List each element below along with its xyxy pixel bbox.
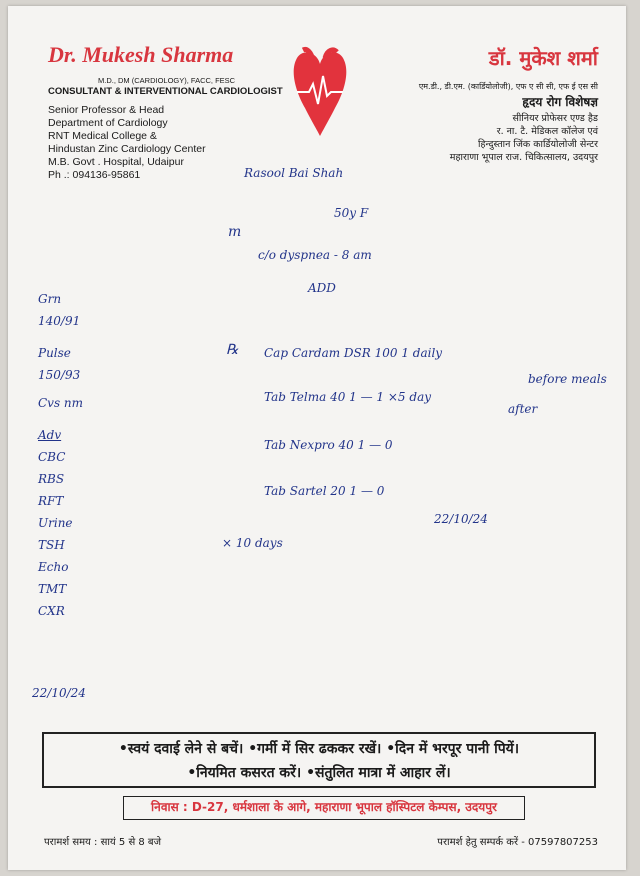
med-note-after: after [508,402,538,416]
chief-complaint: c/o dyspnea - 8 am [258,248,372,262]
doctor-title: CONSULTANT & INTERVENTIONAL CARDIOLOGIST [48,86,283,97]
medication-3: Tab Nexpro 40 1 — 0 [264,438,393,452]
medication-2: Tab Telma 40 1 — 1 ×5 day [264,390,431,404]
mark-m: m [228,224,242,240]
advice-notice: •स्वयं दवाई लेने से बचें। •गर्मी में सिर ढककर रखें। •दिन में भरपूर पानी पियें। •नियमित कसरत करें। •संतुलित मात्रा में आहार लें। [42,732,596,788]
residence-address: निवास : D-27, धर्मशाला के आगे, महाराणा भूपाल हॉस्पिटल केम्पस, उदयपुर [123,796,525,820]
contact-number: परामर्श हेतु सम्पर्क करें - 07597807253 [437,837,598,848]
doctor-sign-date: 22/10/24 [434,512,488,526]
duration: × 10 days [222,536,283,550]
patient-name: Rasool Bai Shah [244,166,344,180]
medication-1: Cap Cardam DSR 100 1 daily [264,346,443,360]
med-note-before-meals: before meals [528,372,607,386]
sign-date-left: 22/10/24 [32,686,86,700]
doctor-title-hindi: हृदय रोग विशेषज्ञ [522,95,598,109]
doctor-affiliation-hindi: सीनियर प्रोफेसर एण्ड हैड र. ना. टै. मेडिकल कॉलेज एवं हिन्दुस्तान जिंक कार्डियोलोजी सेन्टर महाराणा भूपाल राज. चिकित्सालय, उदयपुर [449,113,598,163]
clinical-notes: Grn 140/91 Pulse 150/93 Cvs nm Adv CBC RBS RFT Urine TSH Echo TMT CXR [38,292,84,618]
doctor-degrees: M.D., DM (CARDIOLOGY), FACC, FESC [98,76,236,85]
doctor-affiliation: Senior Professor & Head Department of Cardiology RNT Medical College & Hindustan Zinc Cardiology Center M.B. Govt . Hospital, Udaipur Ph .: 094136-95861 [48,104,206,181]
patient-age: 50y F [334,206,369,220]
doctor-name-english: Dr. Mukesh Sharma [48,42,234,67]
consultation-hours: परामर्श समय : सायं 5 से 8 बजे [44,837,162,848]
medication-4: Tab Sartel 20 1 — 0 [264,484,385,498]
complaint-note: ADD [308,281,336,295]
heart-logo-icon [291,46,349,138]
doctor-name-hindi: डॉ. मुकेश शर्मा [488,46,598,70]
prescription-sheet [8,6,626,870]
doctor-degrees-hindi: एम.डी., डी.एम. (कार्डियोलोजी), एफ ए सी सी, एफ ई एस सी [418,82,598,91]
rx-symbol: ℞ [226,342,239,358]
